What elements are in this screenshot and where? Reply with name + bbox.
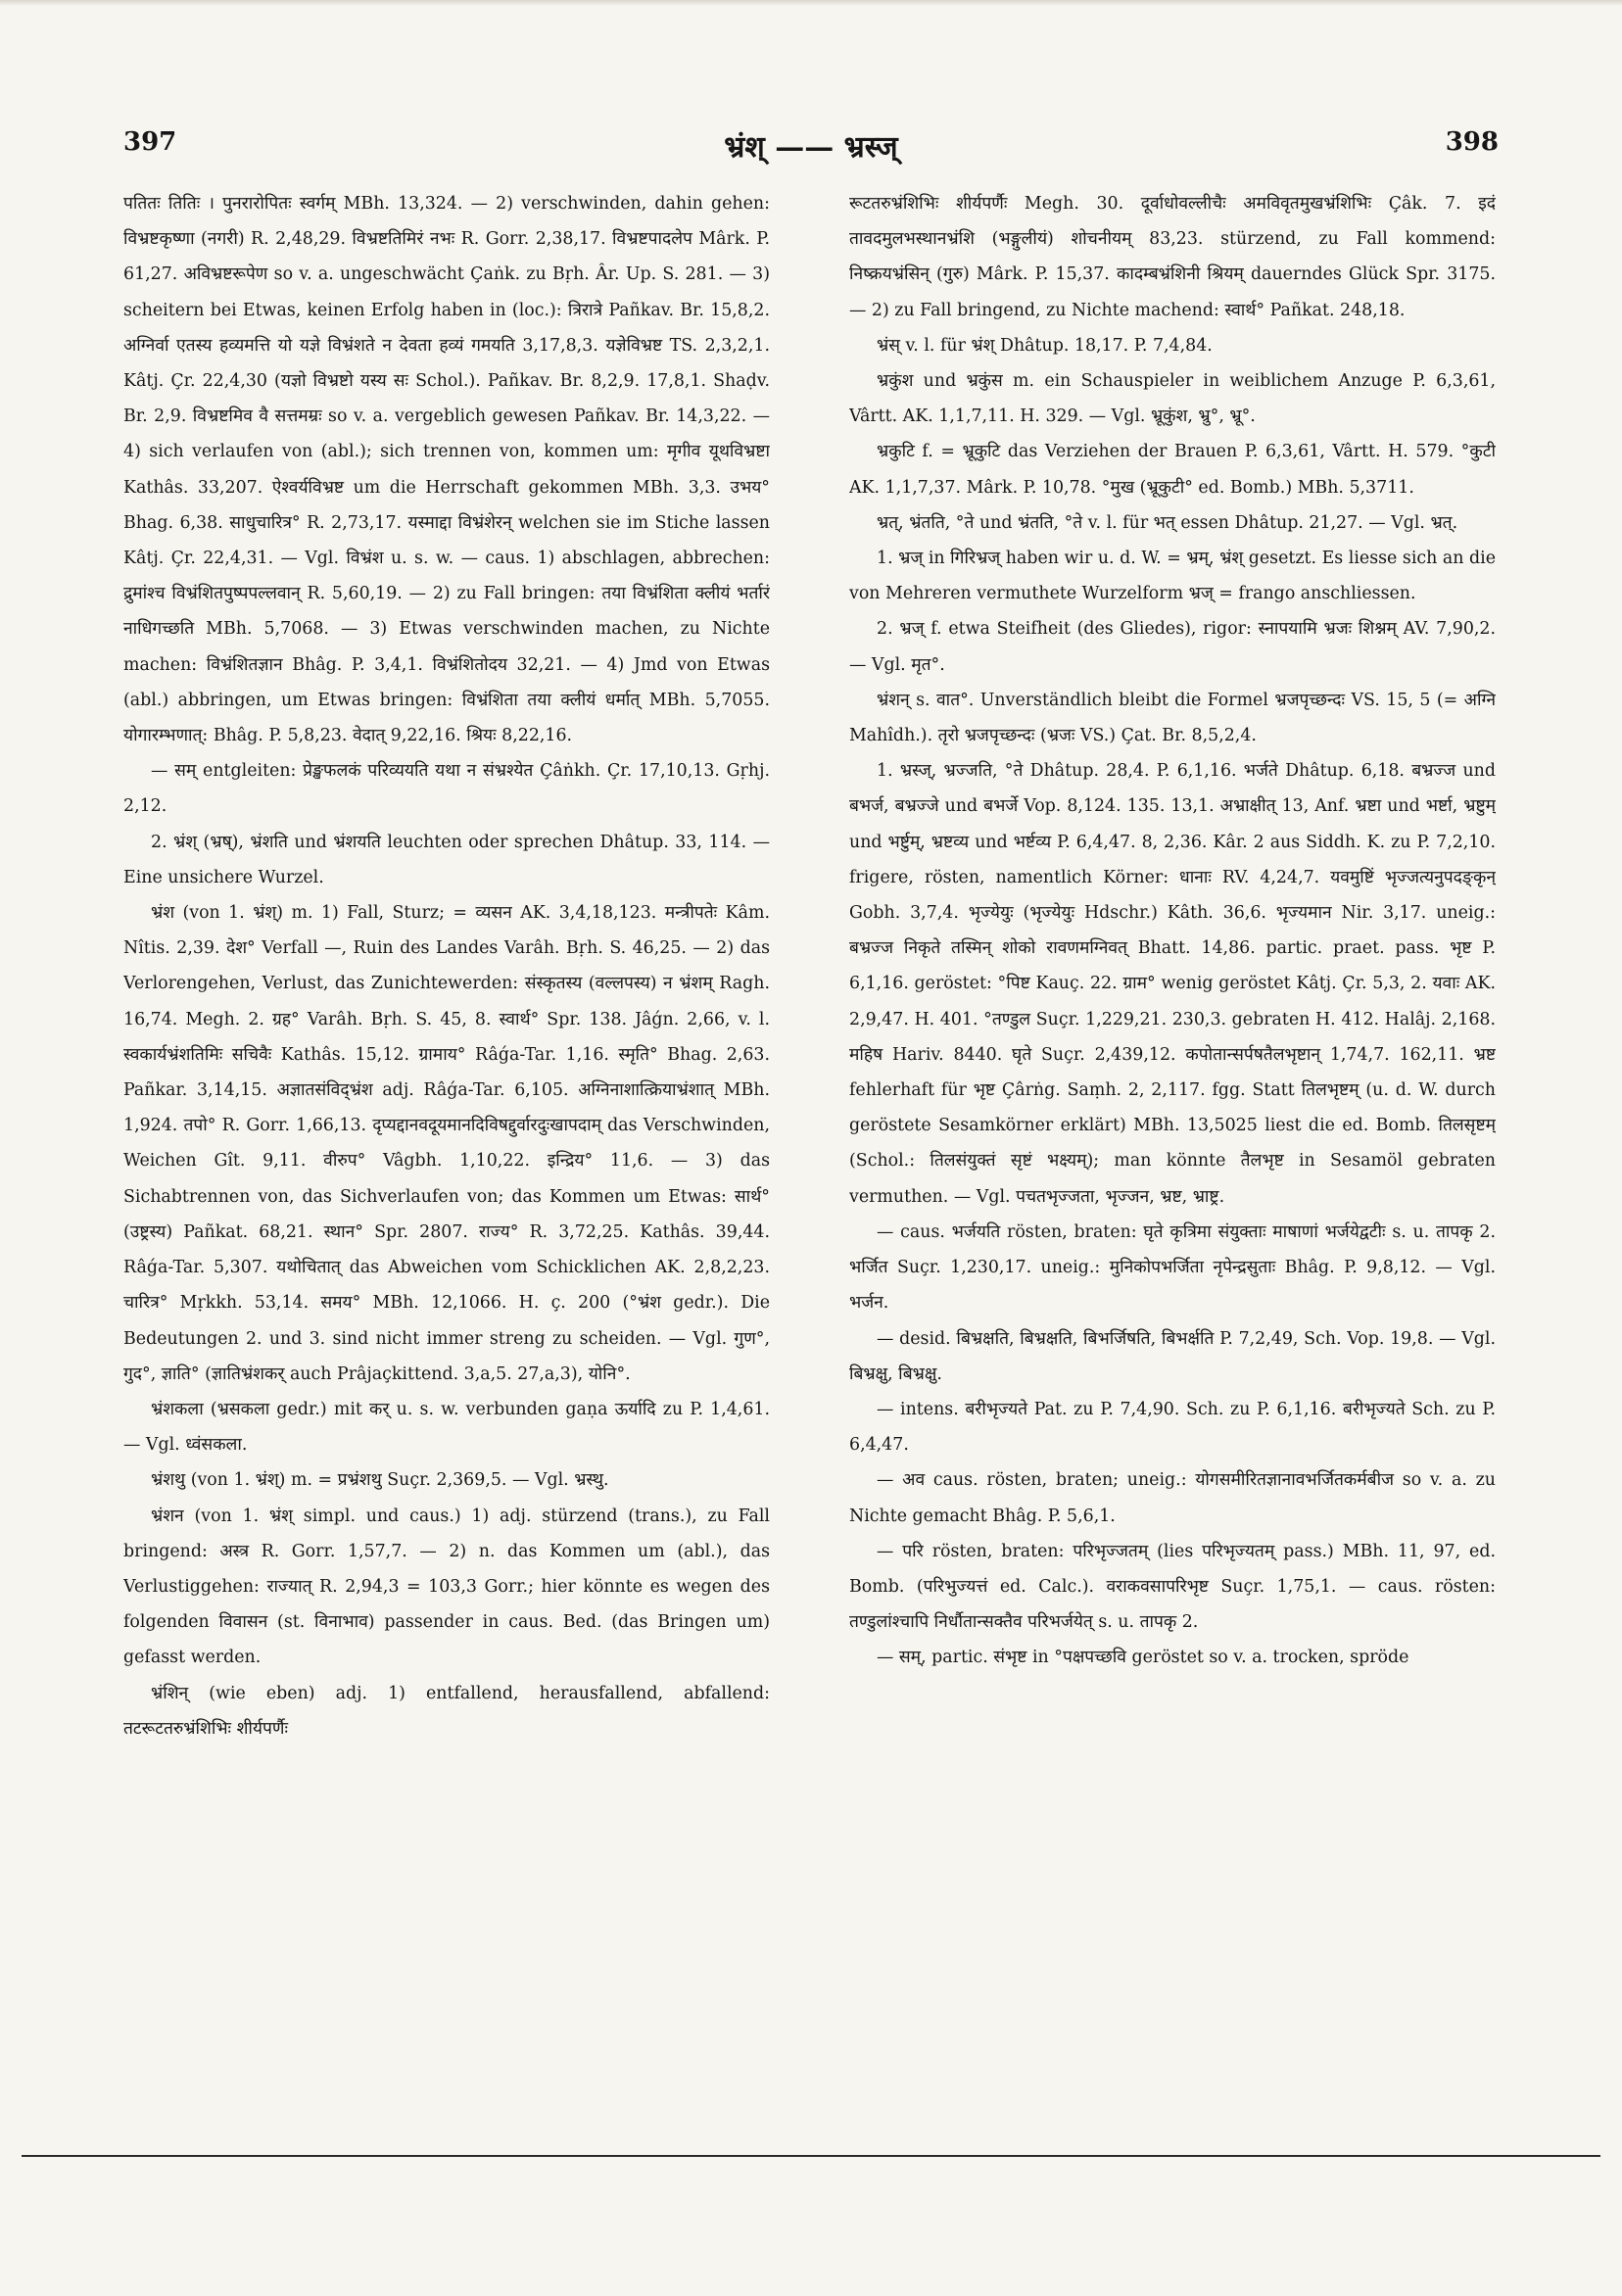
entry-paragraph: भ्रंशन (von 1. भ्रंश् simpl. und caus.) 1) adj. stürzend (trans.), zu Fall bringend: अस्त्र R. Gorr. 1,57,7. — 2) n. das Kommen um (abl.), das Verlustiggehen: राज्यात् R. 2,94,3 = 103,3 Gorr.; hier könnte es wegen des folgenden विवासन (st. विनाभाव) passender in caus. Bed. (das Bringen um) gefasst werden. — [123, 1506, 770, 1668]
entry-paragraph: 1. भ्रस्ज्, भ्रज्जति, °ते Dhâtup. 28,4. P. 6,1,16. भर्जते Dhâtup. 6,18. बभ्रज्ज und बभर्ज, बभ्रज्जे und बभर्जे Vop. 8,124. 135. 13,1. अभ्राक्षीत् 13, Anf. भ्रष्टा und भर्ष्टा, भ्रष्टुम् und भर्ष्टुम्, भ्रष्टव्य und भर्ष्टव्य P. 6,4,47. 8, 2,36. Kâr. 2 aus Siddh. K. zu P. 7,2,10. frigere, rösten, namentlich Körner: धानाः RV. 4,24,7. यवमुष्टिं भृज्जत्यनुपदङ्कृन् Gobh. 3,7,4. भृज्येयुः (भृज्येयुः Hdschr.) Kâth. 36,6. भृज्यमान Nir. 3,17. uneig.: बभ्रज्ज निकृते तस्मिन् शोको रावणमग्निवत् Bhatt. 14,86. partic. praet. pass. भृष्ट P. 6,1,16. geröstet: °पिष्ट Kauç. 22. ग्राम° wenig geröstet Kâtj. Çr. 5,3, 2. यवाः AK. 2,9,47. H. 401. °तण्डुल Suçr. 1,229,21. 230,3. gebraten H. 412. Halâj. 2,168. महिष Hariv. 8440. घृते Suçr. 2,439,12. कपोतान्सर्पषतैलभृष्टान् 1,74,7. 162,11. भ्रष्ट fehlerhaft für भृष्ट Çârṅg. Saṃh. 2, 2,117. fgg. Statt तिलभृष्टम् (u. d. W. durch geröstete Sesamkörner erklärt) MBh. 13,5025 liest die ed. Bomb. तिलसृष्टम् (Schol.: तिलसंयुक्तं सृष्टं भक्ष्यम्); man könnte तैलभृष्ट in Sesamöl gebraten vermuthen. — Vgl. पचतभृज्जता, भृज्जन, भ्रष्ट, भ्राष्ट्र. — [849, 761, 1496, 1207]
entry-paragraph: — caus. भर्जयति rösten, braten: घृते कृत्रिमा संयुक्ताः माषाणां भर्जयेद्वटीः s. u. तापकृ 2. भर्जित Suçr. 1,230,17. uneig.: मुनिकोपभर्जिता नृपेन्द्रसुताः Bhâg. P. 9,8,12. — Vgl. भर्जन. — [849, 1221, 1496, 1314]
entry-paragraph: — अव caus. rösten, braten; uneig.: योगसमीरितज्ञानावभर्जितकर्मबीज so v. a. zu Nichte gemacht Bhâg. P. 5,6,1. — [849, 1470, 1496, 1526]
entry-paragraph: भ्रकुंश und भ्रकुंस m. ein Schauspieler in weiblichem Anzuge P. 6,3,61, Vârtt. AK. 1,1,7,11. H. 329. — Vgl. भ्रूकुंश, भ्रु°, भ्रू°. — [849, 371, 1496, 427]
entry-paragraph: रूटतरुभ्रंशिभिः शीर्यपर्णैः Megh. 30. दूर्वाधोवल्लीचैः अमविवृतमुखभ्रंशिभिः Çâk. 7. इदं तावदमुलभस्थानभ्रंशि (भङ्गुलीयं) शोचनीयम् 83,23. stürzend, zu Fall kommend: निष्क्रयभ्रंसिन् (गुरु) Mârk. P. 15,37. कादम्बभ्रंशिनी श्रियम् dauerndes Glück Spr. 3175. — 2) zu Fall bringend, zu Nichte machend: स्वार्थ° Pañkat. 248,18. — [849, 194, 1496, 320]
entry-paragraph: भ्रंशिन् (wie eben) adj. 1) entfallend, herausfallend, abfallend: तटरूटतरुभ्रंशिभिः शीर्यपर्णैः — [123, 1683, 770, 1739]
page-header — [123, 127, 1499, 167]
entry-paragraph: — desid. बिभ्रक्षति, बिभ्रक्षति, बिभर्जिषति, बिभर्क्षति P. 7,2,49, Sch. Vop. 19,8. — Vgl. बिभ्रक्षु, बिभ्रक्षु. — [849, 1328, 1496, 1384]
entry-paragraph: भ्रंशकला (भ्रसकला gedr.) mit कर् u. s. w. verbunden gaṇa ऊर्यादि zu P. 1,4,61. — Vgl. ध्वंसकला. — [123, 1399, 770, 1456]
entry-paragraph: — परि rösten, braten: परिभृज्जतम् (lies परिभृज्यतम् pass.) MBh. 11, 97, ed. Bomb. (परिभुज्यत्तं ed. Calc.). वराकवसापरिभृष्ट Suçr. 1,75,1. — caus. rösten: तण्डुलांश्चापि निर्धौतान्सक्तैव परिभर्जयेत् s. u. तापकृ 2. — [849, 1541, 1496, 1633]
entry-paragraph: भ्रंशन् s. वात°. Unverständlich bleibt die Formel भ्रजपृच्छन्दः VS. 15, 5 (= अग्नि Mahîdh.). तृरो भ्रजपृच्छन्दः (भ्रजः VS.) Çat. Br. 8,5,2,4. — [849, 690, 1496, 746]
entry-paragraph: भ्रंशथु (von 1. भ्रंश्) m. = प्रभ्रंशथु Suçr. 2,369,5. — Vgl. भ्रस्थु. — [151, 1470, 609, 1491]
page-number-right: 398 — [1445, 127, 1499, 157]
entry-paragraph: 1. भ्रज् in गिरिभ्रज् haben wir u. d. W. = भ्रम्, भ्रंश् gesetzt. Es liesse sich an die von Mehreren vermuthete Wurzelform भ्रज् = frango anschliessen. — [849, 549, 1496, 604]
entry-paragraph: भ्रंस् v. l. für भ्रंश् Dhâtup. 18,17. P. 7,4,84. — [877, 335, 1213, 356]
scan-edge — [0, 0, 1622, 6]
entry-paragraph: भ्रत्, भ्रंतति, °ते und भ्रंतति, °ते v. l. für भत् essen Dhâtup. 21,27. — Vgl. भ्रत्. — [877, 512, 1458, 533]
entry-paragraph: भ्रंश (von 1. भ्रंश्) m. 1) Fall, Sturz; = व्यसन AK. 3,4,18,123. मन्त्रीपतेः Kâm. Nîtis. 2,39. देश° Verfall —, Ruin des Landes Varâh. Bṛh. S. 46,25. — 2) das Verlorengehen, Verlust, das Zunichtewerden: संस्कृतस्य (वल्लपस्य) न भ्रंशम् Ragh. 16,74. Megh. 2. ग्रह° Varâh. Bṛh. S. 45, 8. स्वार्थ° Spr. 138. Jâǵn. 2,66, v. l. स्वकार्यभ्रंशतिमिः सचिवैः Kathâs. 15,12. ग्रामाय° Râǵa-Tar. 1,16. स्मृति° Bhag. 2,63. Pañkar. 3,14,15. अज्ञातसंविद्भ्रंश adj. Râǵa-Tar. 6,105. अग्निनाशात्क्रियाभ्रंशात् MBh. 1,924. तपो° R. Gorr. 1,66,13. दृप्यद्दानवदूयमानदिविषद्दुर्वारदुःखापदाम् das Verschwinden, Weichen Gît. 9,11. वीरुप° Vâgbh. 1,10,22. इन्द्रिय° 11,6. — 3) das Sichabtrennen von, das Sichverlaufen von; das Kommen um Etwas: सार्थ° (उष्ट्रस्य) Pañkat. 68,21. स्थान° Spr. 2807. राज्य° R. 3,72,25. Kathâs. 39,44. Râǵa-Tar. 5,307. यथोचितात् das Abweichen vom Schicklichen AK. 2,8,2,23. चारित्र° Mṛkkh. 53,14. समय° MBh. 12,1066. H. ç. 200 (°भ्रंश gedr.). Die Bedeutungen 2. und 3. sind nicht immer streng zu scheiden. — Vgl. गुण°, गुद°, ज्ञाति° (ज्ञातिभ्रंशकर् auch Prâjaçkittend. 3,a,5. 27,a,3), योनि°. — [123, 903, 770, 1384]
entry-paragraph: 2. भ्रंश् (भ्रष्), भ्रंशति und भ्रंशयति leuchten oder sprechen Dhâtup. 33, 114. — Eine unsichere Wurzel. — [123, 832, 770, 887]
entry-paragraph: — intens. बरीभृज्यते Pat. zu P. 7,4,90. Sch. zu P. 6,1,16. बरीभृज्यते Sch. zu P. 6,4,47. — [849, 1399, 1496, 1456]
page-number-left: 397 — [123, 127, 177, 157]
footer-rule — [22, 2155, 1600, 2157]
entry-paragraph: — सम् entgleiten: प्रेङ्खफलकं परिव्ययति यथा न संभ्रश्येत Çâṅkh. Çr. 17,10,13. Gṛhj. 2,12. — [123, 761, 770, 817]
right-column — [849, 186, 1496, 2106]
left-column — [123, 186, 770, 2106]
entry-paragraph: पतितः तितिः । पुनरारोपितः स्वर्गम् MBh. 13,324. — 2) verschwinden, dahin gehen: विभ्रष्टकृष्णा (नगरी) R. 2,48,29. विभ्रष्टतिमिरं नभः R. Gorr. 2,38,17. विभ्रष्टपादलेप Mârk. P. 61,27. अविभ्रष्टरूपेण so v. a. ungeschwächt Çaṅk. zu Bṛh. Âr. Up. S. 281. — 3) scheitern bei Etwas, keinen Erfolg haben in (loc.): त्रिरात्रे Pañkav. Br. 15,8,2. अग्निर्वा एतस्य हव्यमत्ति यो यज्ञे विभ्रंशते न देवता हव्यं गमयति 3,17,8,3. यज्ञेविभ्रष्ट TS. 2,3,2,1. Kâtj. Çr. 22,4,30 (यज्ञो विभ्रष्टो यस्य सः Schol.). Pañkav. Br. 8,2,9. 17,8,1. Shaḍv. Br. 2,9. विभ्रष्टमिव वै सत्तमम्रः so v. a. vergeblich gewesen Pañkav. Br. 14,3,22. — 4) sich verlaufen von (abl.); sich trennen von, kommen um: मृगीव यूथविभ्रष्टा Kathâs. 33,207. ऐश्वर्यविभ्रष्ट um die Herrschaft gekommen MBh. 3,3. उभय° Bhag. 6,38. साधुचारित्र° R. 2,73,17. यस्माद्दा विभ्रंशेरन् welchen sie im Stiche lassen Kâtj. Çr. 22,4,31. — Vgl. विभ्रंश u. s. w. — caus. 1) abschlagen, abbrechen: द्रुमांश्च विभ्रंशितपुष्पपल्लवान् R. 5,60,19. — 2) zu Fall bringen: तया विभ्रंशिता क्लीयं भर्तारं नाधिगच्छति MBh. 5,7068. — 3) Etwas verschwinden machen, zu Nichte machen: विभ्रंशितज्ञान Bhâg. P. 3,4,1. विभ्रंशितोदय 32,21. — 4) Jmd von Etwas (abl.) abbringen, um Etwas bringen: विभ्रंशिता तया क्लीयं धर्मात् MBh. 5,7055. योगारम्भणात्: Bhâg. P. 5,8,23. वेदात् 9,22,16. श्रियः 8,22,16. — [123, 194, 770, 746]
entry-paragraph: 2. भ्रज् f. etwa Steifheit (des Gliedes), rigor: स्नापयामि भ्रजः शिश्नम् AV. 7,90,2. — Vgl. मृत°. — [849, 619, 1496, 675]
headword-range: भ्रंश् —— भ्रस्ज् — [724, 130, 898, 165]
entry-paragraph: भ्रकुटि f. = भ्रूकुटि das Verziehen der Brauen P. 6,3,61, Vârtt. H. 579. °कुटी AK. 1,1,7,37. Mârk. P. 10,78. °मुख (भ्रूकुटी° ed. Bomb.) MBh. 5,3711. — [849, 442, 1496, 498]
entry-paragraph: — सम्, partic. संभृष्ट in °पक्षपच्छवि geröstet so v. a. trocken, spröde — [877, 1648, 1409, 1668]
